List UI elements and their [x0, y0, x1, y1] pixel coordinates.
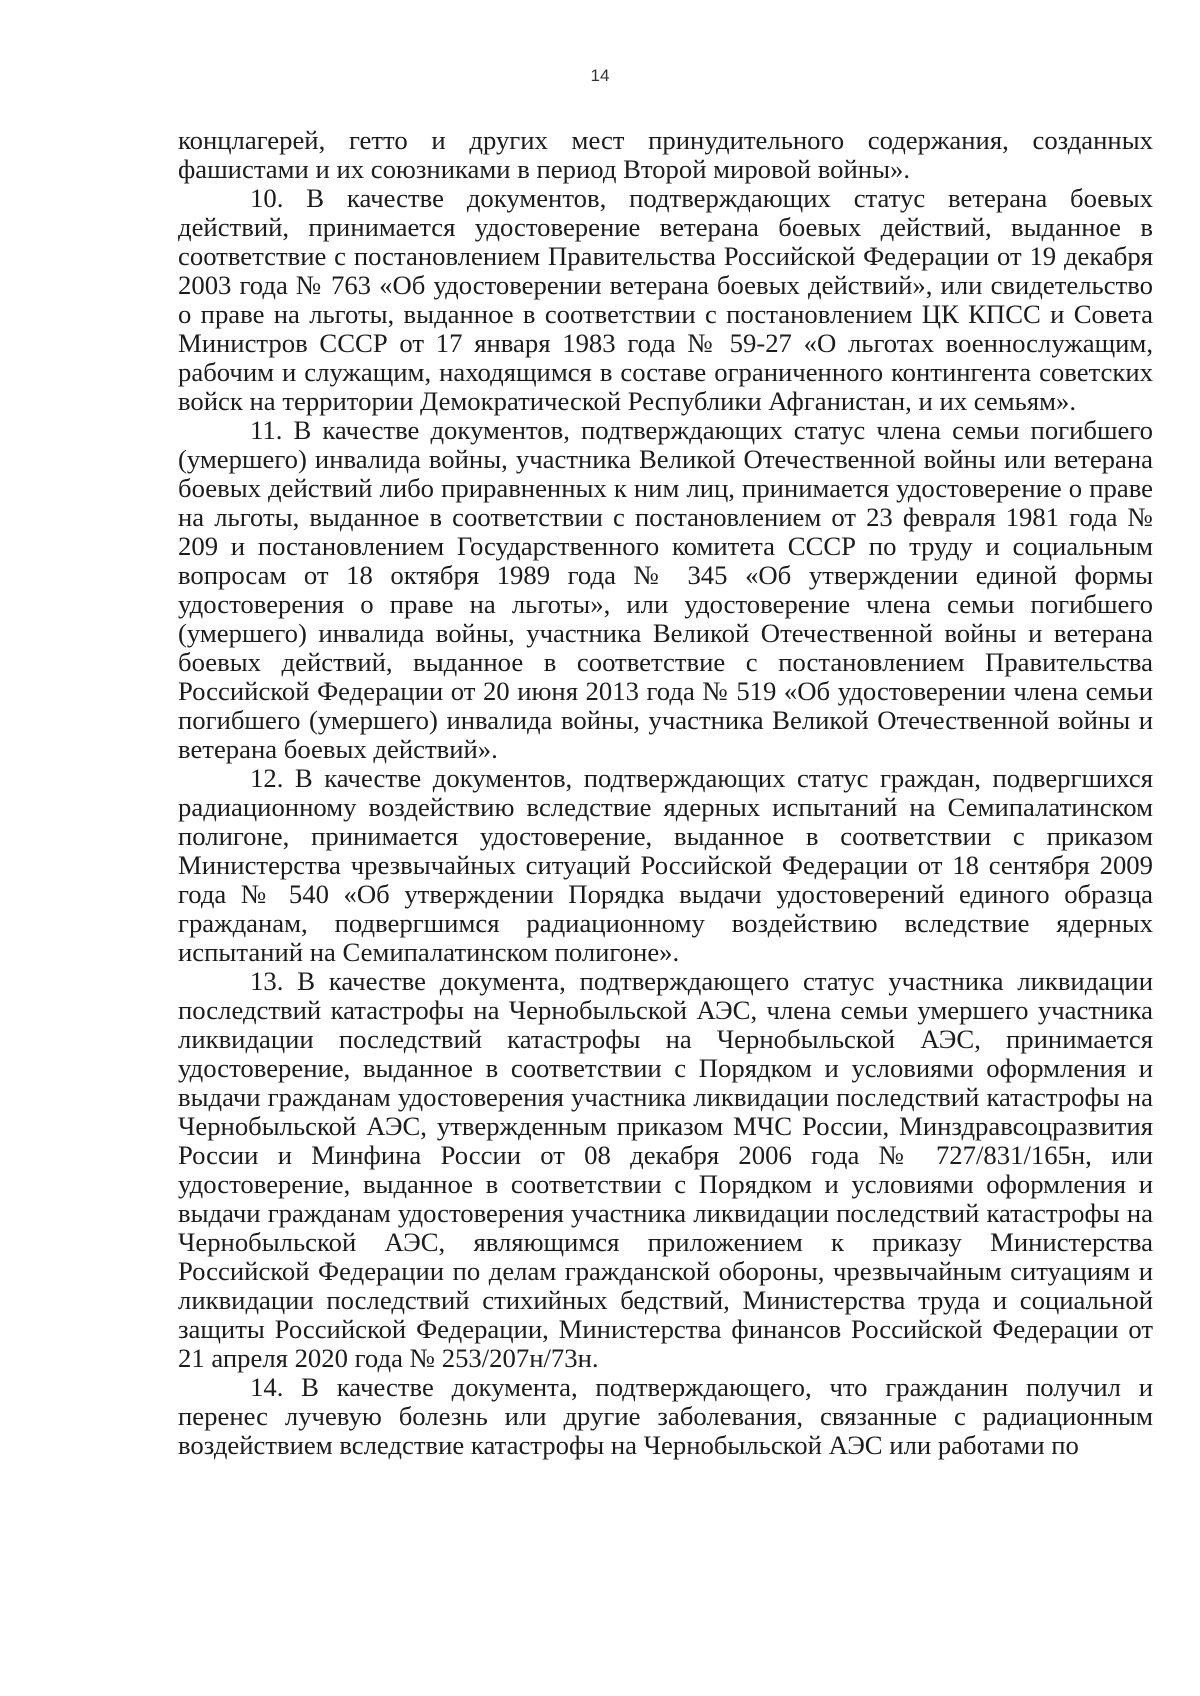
- paragraph-item-12: 12. В качестве документов, подтверждающих статус граждан, подвергшихся радиационному воздействию вследствие ядерных испытаний на Семипалатинском полигоне, принимается удостоверение, выданное в соответствии с приказом Министерства чрезвычайных ситуаций Российской Федерации от 18 сентября 2009 года № 540 «Об утверждении Порядка выдачи удостоверений единого образца гражданам, подвергшимся радиационному воздействию вследствие ядерных испытаний на Семипалатинском полигоне».: [178, 763, 1153, 967]
- paragraph-continuation: концлагерей, гетто и других мест принудительного содержания, созданных фашистами и их союзниками в период Второй мировой войны».: [178, 125, 1153, 184]
- page-number: 14: [590, 66, 610, 85]
- paragraph-item-13: 13. В качестве документа, подтверждающего статус участника ликвидации последствий катастрофы на Чернобыльской АЭС, члена семьи умершего участника ликвидации последствий катастрофы на Чернобыльской АЭС, принимается удостоверение, выданное в соответствии с Порядком и условиями оформления и выдачи гражданам удостоверения участника ликвидации последствий катастрофы на Чернобыльской АЭС, утвержденным приказом МЧС России, Минздравсоцразвития России и Минфина России от 08 декабря 2006 года № 727/831/165н, или удостоверение, выданное в соответствии с Порядком и условиями оформления и выдачи гражданам удостоверения участника ликвидации последствий катастрофы на Чернобыльской АЭС, являющимся приложением к приказу Министерства Российской Федерации по делам гражданской обороны, чрезвычайным ситуациям и ликвидации последствий стихийных бедствий, Министерства труда и социальной защиты Российской Федерации, Министерства финансов Российской Федерации от 21 апреля 2020 года № 253/207н/73н.: [178, 966, 1153, 1373]
- paragraph-item-14: 14. В качестве документа, подтверждающего, что гражданин получил и перенес лучевую болезнь или другие заболевания, связанные с радиационным воздействием вследствие катастрофы на Чернобыльской АЭС или работами по: [178, 1372, 1153, 1460]
- paragraph-item-10: 10. В качестве документов, подтверждающих статус ветерана боевых действий, принимается удостоверение ветерана боевых действий, выданное в соответствие с постановлением Правительства Российской Федерации от 19 декабря 2003 года № 763 «Об удостоверении ветерана боевых действий», или свидетельство о праве на льготы, выданное в соответствии с постановлением ЦК КПСС и Совета Министров СССР от 17 января 1983 года № 59-27 «О льготах военнослужащим, рабочим и служащим, находящимся в составе ограниченного контингента советских войск на территории Демократической Республики Афганистан, и их семьям».: [178, 183, 1153, 416]
- document-body: [178, 126, 1153, 1460]
- paragraph-item-11: 11. В качестве документов, подтверждающих статус члена семьи погибшего (умершего) инвалида войны, участника Великой Отечественной войны или ветерана боевых действий либо приравненных к ним лиц, принимается удостоверение о праве на льготы, выданное в соответствии с постановлением от 23 февраля 1981 года № 209 и постановлением Государственного комитета СССР по труду и социальным вопросам от 18 октября 1989 года № 345 «Об утверждении единой формы удостоверения о праве на льготы», или удостоверение члена семьи погибшего (умершего) инвалида войны, участника Великой Отечественной войны и ветерана боевых действий, выданное в соответствие с постановлением Правительства Российской Федерации от 20 июня 2013 года № 519 «Об удостоверении члена семьи погибшего (умершего) инвалида войны, участника Великой Отечественной войны и ветерана боевых действий».: [178, 415, 1153, 764]
